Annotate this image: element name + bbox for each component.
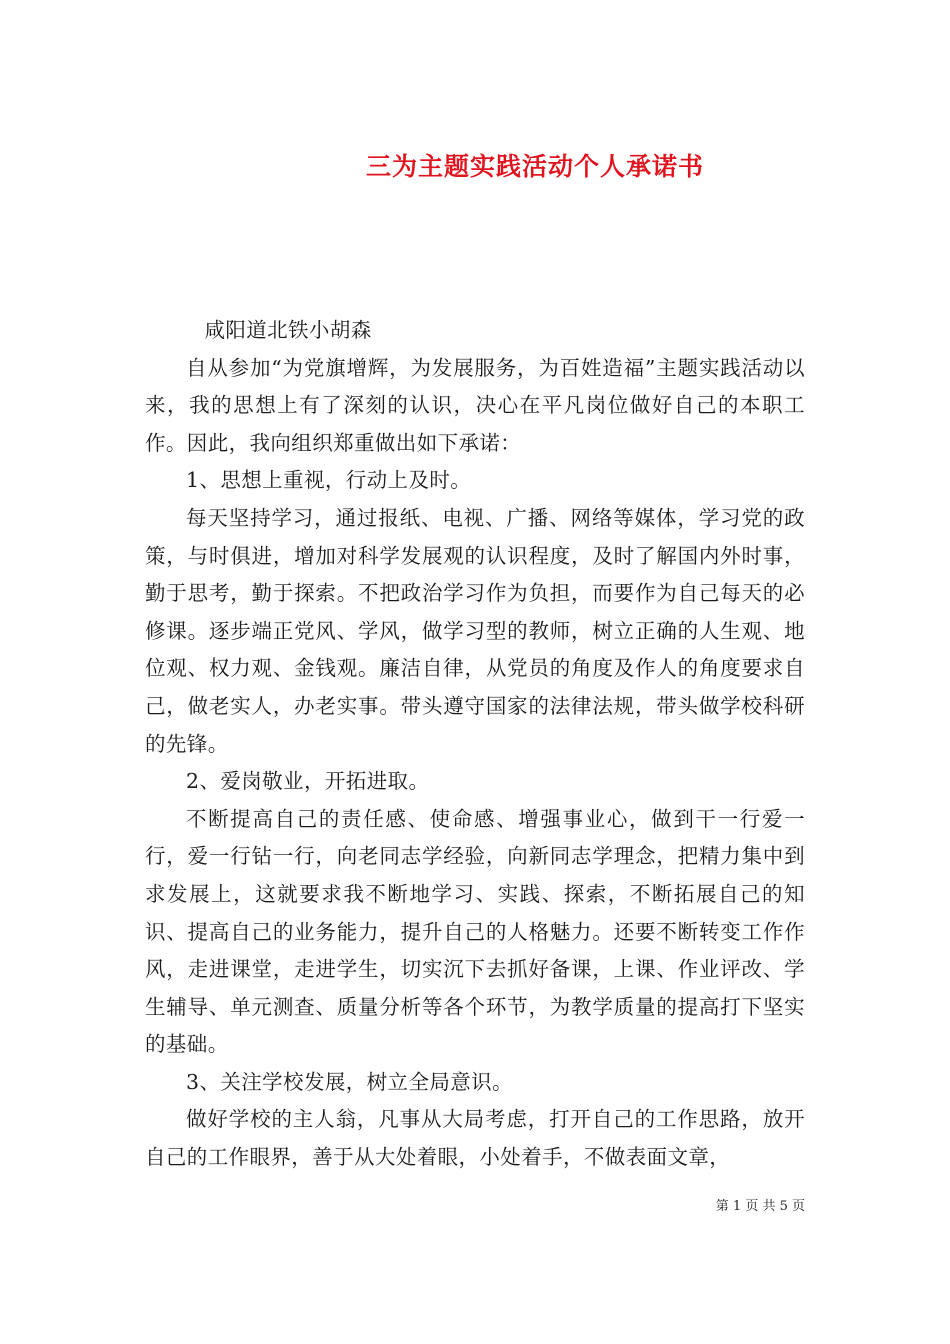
paragraph-heading-1: 1、思想上重视，行动上及时。 — [186, 468, 472, 493]
paragraph-heading-3: 3、关注学校发展，树立全局意识。 — [186, 1069, 513, 1094]
paragraph-body-1: 每天坚持学习，通过报纸、电视、广播、网络等媒体，学习党的政策，与时俱进，增加对科学发展观的认识程度，及时了解国内外时事，勤于思考，勤于探索。不把政治学习作为负担，而要作为自己每天的必修课。逐步端正党风、学风，做学习型的教师，树立正确的人生观、地位观、权力观、金钱观。廉洁自律，从党员的角度及作人的角度要求自己，做老实人，办老实事。带头遵守国家的法律法规，带头做学校科研的先锋。 — [145, 505, 805, 756]
paragraph-intro: 自从参加“为党旗增辉，为发展服务，为百姓造福”主题实践活动以来，我的思想上有了深刻的认识，决心在平凡岗位做好自己的本职工作。因此，我向组织郑重做出如下承诺： — [145, 355, 805, 455]
document-body — [145, 312, 805, 1177]
page-number: 第 1 页 共 5 页 — [715, 1199, 805, 1214]
document-title: 三为主题实践活动个人承诺书 — [365, 151, 704, 181]
paragraph-heading-2: 2、爱岗敬业，开拓进取。 — [186, 769, 430, 794]
author-line: 咸阳道北铁小胡森 — [204, 318, 372, 342]
paragraph-body-3: 做好学校的主人翁，凡事从大局考虑，打开自己的工作思路，放开自己的工作眼界，善于从大处着眼，小处着手，不做表面文章， — [145, 1107, 805, 1170]
paragraph-body-2: 不断提高自己的责任感、使命感、增强事业心，做到干一行爱一行，爱一行钻一行，向老同志学经验，向新同志学理念，把精力集中到求发展上，这就要求我不断地学习、实践、探索，不断拓展自己的知识、提高自己的业务能力，提升自己的人格魅力。还要不断转变工作作风，走进课堂，走进学生，切实沉下去抓好备课，上课、作业评改、学生辅导、单元测查、质量分析等各个环节，为教学质量的提高打下坚实的基础。 — [145, 806, 805, 1057]
